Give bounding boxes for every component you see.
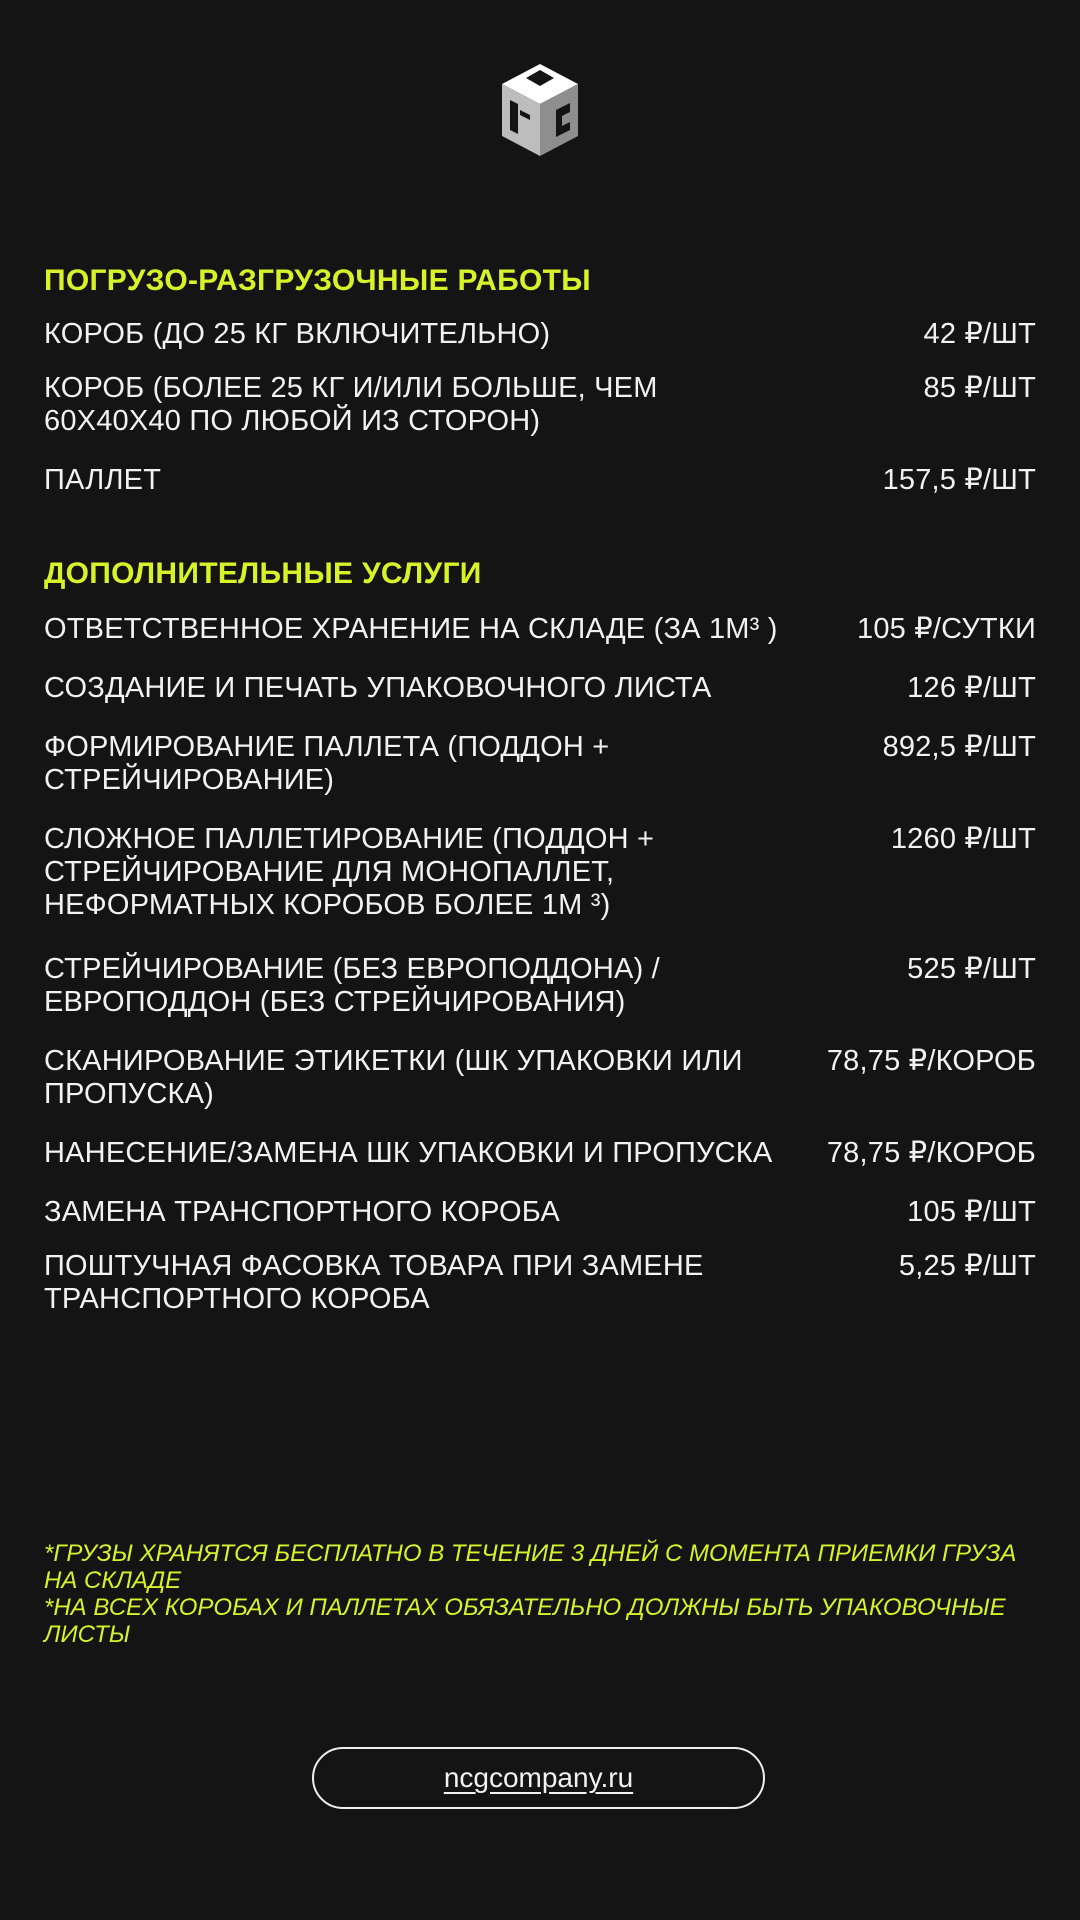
price-row <box>44 672 1036 705</box>
price-row <box>44 613 1036 646</box>
price-row <box>44 372 1036 438</box>
price-row <box>44 731 1036 797</box>
service-name: ПОШТУЧНАЯ ФАСОВКА ТОВАРА ПРИ ЗАМЕНЕ ТРАНСПОРТНОГО КОРОБА <box>44 1250 704 1315</box>
price-row <box>44 823 1036 922</box>
service-price: 105 ₽/СУТКИ <box>856 613 1036 645</box>
service-price: 42 ₽/ШТ <box>923 318 1036 350</box>
service-price: 892,5 ₽/ШТ <box>882 731 1036 763</box>
price-row <box>44 318 1036 351</box>
service-name: ЗАМЕНА ТРАНСПОРТНОГО КОРОБА <box>44 1196 560 1228</box>
service-price: 525 ₽/ШТ <box>907 953 1036 985</box>
website-link-button[interactable]: ncgcompany.ru <box>312 1747 765 1809</box>
price-row <box>44 1250 1036 1316</box>
service-price: 105 ₽/ШТ <box>907 1196 1036 1228</box>
loading-section <box>44 264 1036 497</box>
price-row <box>44 953 1036 1019</box>
service-price: 85 ₽/ШТ <box>923 372 1036 404</box>
section-title: ДОПОЛНИТЕЛЬНЫЕ УСЛУГИ <box>44 557 482 590</box>
additional-services-section <box>44 557 1036 1316</box>
section-title: ПОГРУЗО-РАЗГРУЗОЧНЫЕ РАБОТЫ <box>44 264 591 297</box>
ncg-logo <box>496 60 584 160</box>
service-name: КОРОБ (БОЛЕЕ 25 КГ И/ИЛИ БОЛЬШЕ, ЧЕМ 60Х40Х40 ПО ЛЮБОЙ ИЗ СТОРОН) <box>44 372 658 437</box>
footnotes <box>44 1540 1036 1648</box>
price-row <box>44 1137 1036 1170</box>
service-price: 78,75 ₽/КОРОБ <box>826 1045 1036 1077</box>
service-price: 157,5 ₽/ШТ <box>882 464 1036 496</box>
service-name: СОЗДАНИЕ И ПЕЧАТЬ УПАКОВОЧНОГО ЛИСТА <box>44 672 712 704</box>
footnote: *ГРУЗЫ ХРАНЯТСЯ БЕСПЛАТНО В ТЕЧЕНИЕ 3 ДНЕЙ С МОМЕНТА ПРИЕМКИ ГРУЗА НА СКЛАДЕ <box>44 1540 1017 1594</box>
service-name: СКАНИРОВАНИЕ ЭТИКЕТКИ (ШК УПАКОВКИ ИЛИ ПРОПУСКА) <box>44 1045 743 1110</box>
footnote: *НА ВСЕХ КОРОБАХ И ПАЛЛЕТАХ ОБЯЗАТЕЛЬНО ДОЛЖНЫ БЫТЬ УПАКОВОЧНЫЕ ЛИСТЫ <box>44 1594 1006 1648</box>
service-name: КОРОБ (ДО 25 КГ ВКЛЮЧИТЕЛЬНО) <box>44 318 551 350</box>
service-name: ФОРМИРОВАНИЕ ПАЛЛЕТА (ПОДДОН + СТРЕЙЧИРОВАНИЕ) <box>44 731 610 796</box>
service-name: СЛОЖНОЕ ПАЛЛЕТИРОВАНИЕ (ПОДДОН + СТРЕЙЧИРОВАНИЕ ДЛЯ МОНОПАЛЛЕТ, НЕФОРМАТНЫХ КОРОБОВ БОЛЕЕ 1М ³) <box>44 823 655 921</box>
service-name: ПАЛЛЕТ <box>44 464 162 496</box>
service-price: 126 ₽/ШТ <box>907 672 1036 704</box>
service-price: 1260 ₽/ШТ <box>890 823 1036 855</box>
service-price: 5,25 ₽/ШТ <box>898 1250 1036 1282</box>
price-row <box>44 1045 1036 1111</box>
price-row <box>44 1196 1036 1229</box>
service-name: ОТВЕТСТВЕННОЕ ХРАНЕНИЕ НА СКЛАДЕ (ЗА 1М³ ) <box>44 613 778 645</box>
service-name: СТРЕЙЧИРОВАНИЕ (БЕЗ ЕВРОПОДДОНА) / ЕВРОПОДДОН (БЕЗ СТРЕЙЧИРОВАНИЯ) <box>44 953 660 1018</box>
service-price: 78,75 ₽/КОРОБ <box>826 1137 1036 1169</box>
price-row <box>44 464 1036 497</box>
service-name: НАНЕСЕНИЕ/ЗАМЕНА ШК УПАКОВКИ И ПРОПУСКА <box>44 1137 773 1169</box>
